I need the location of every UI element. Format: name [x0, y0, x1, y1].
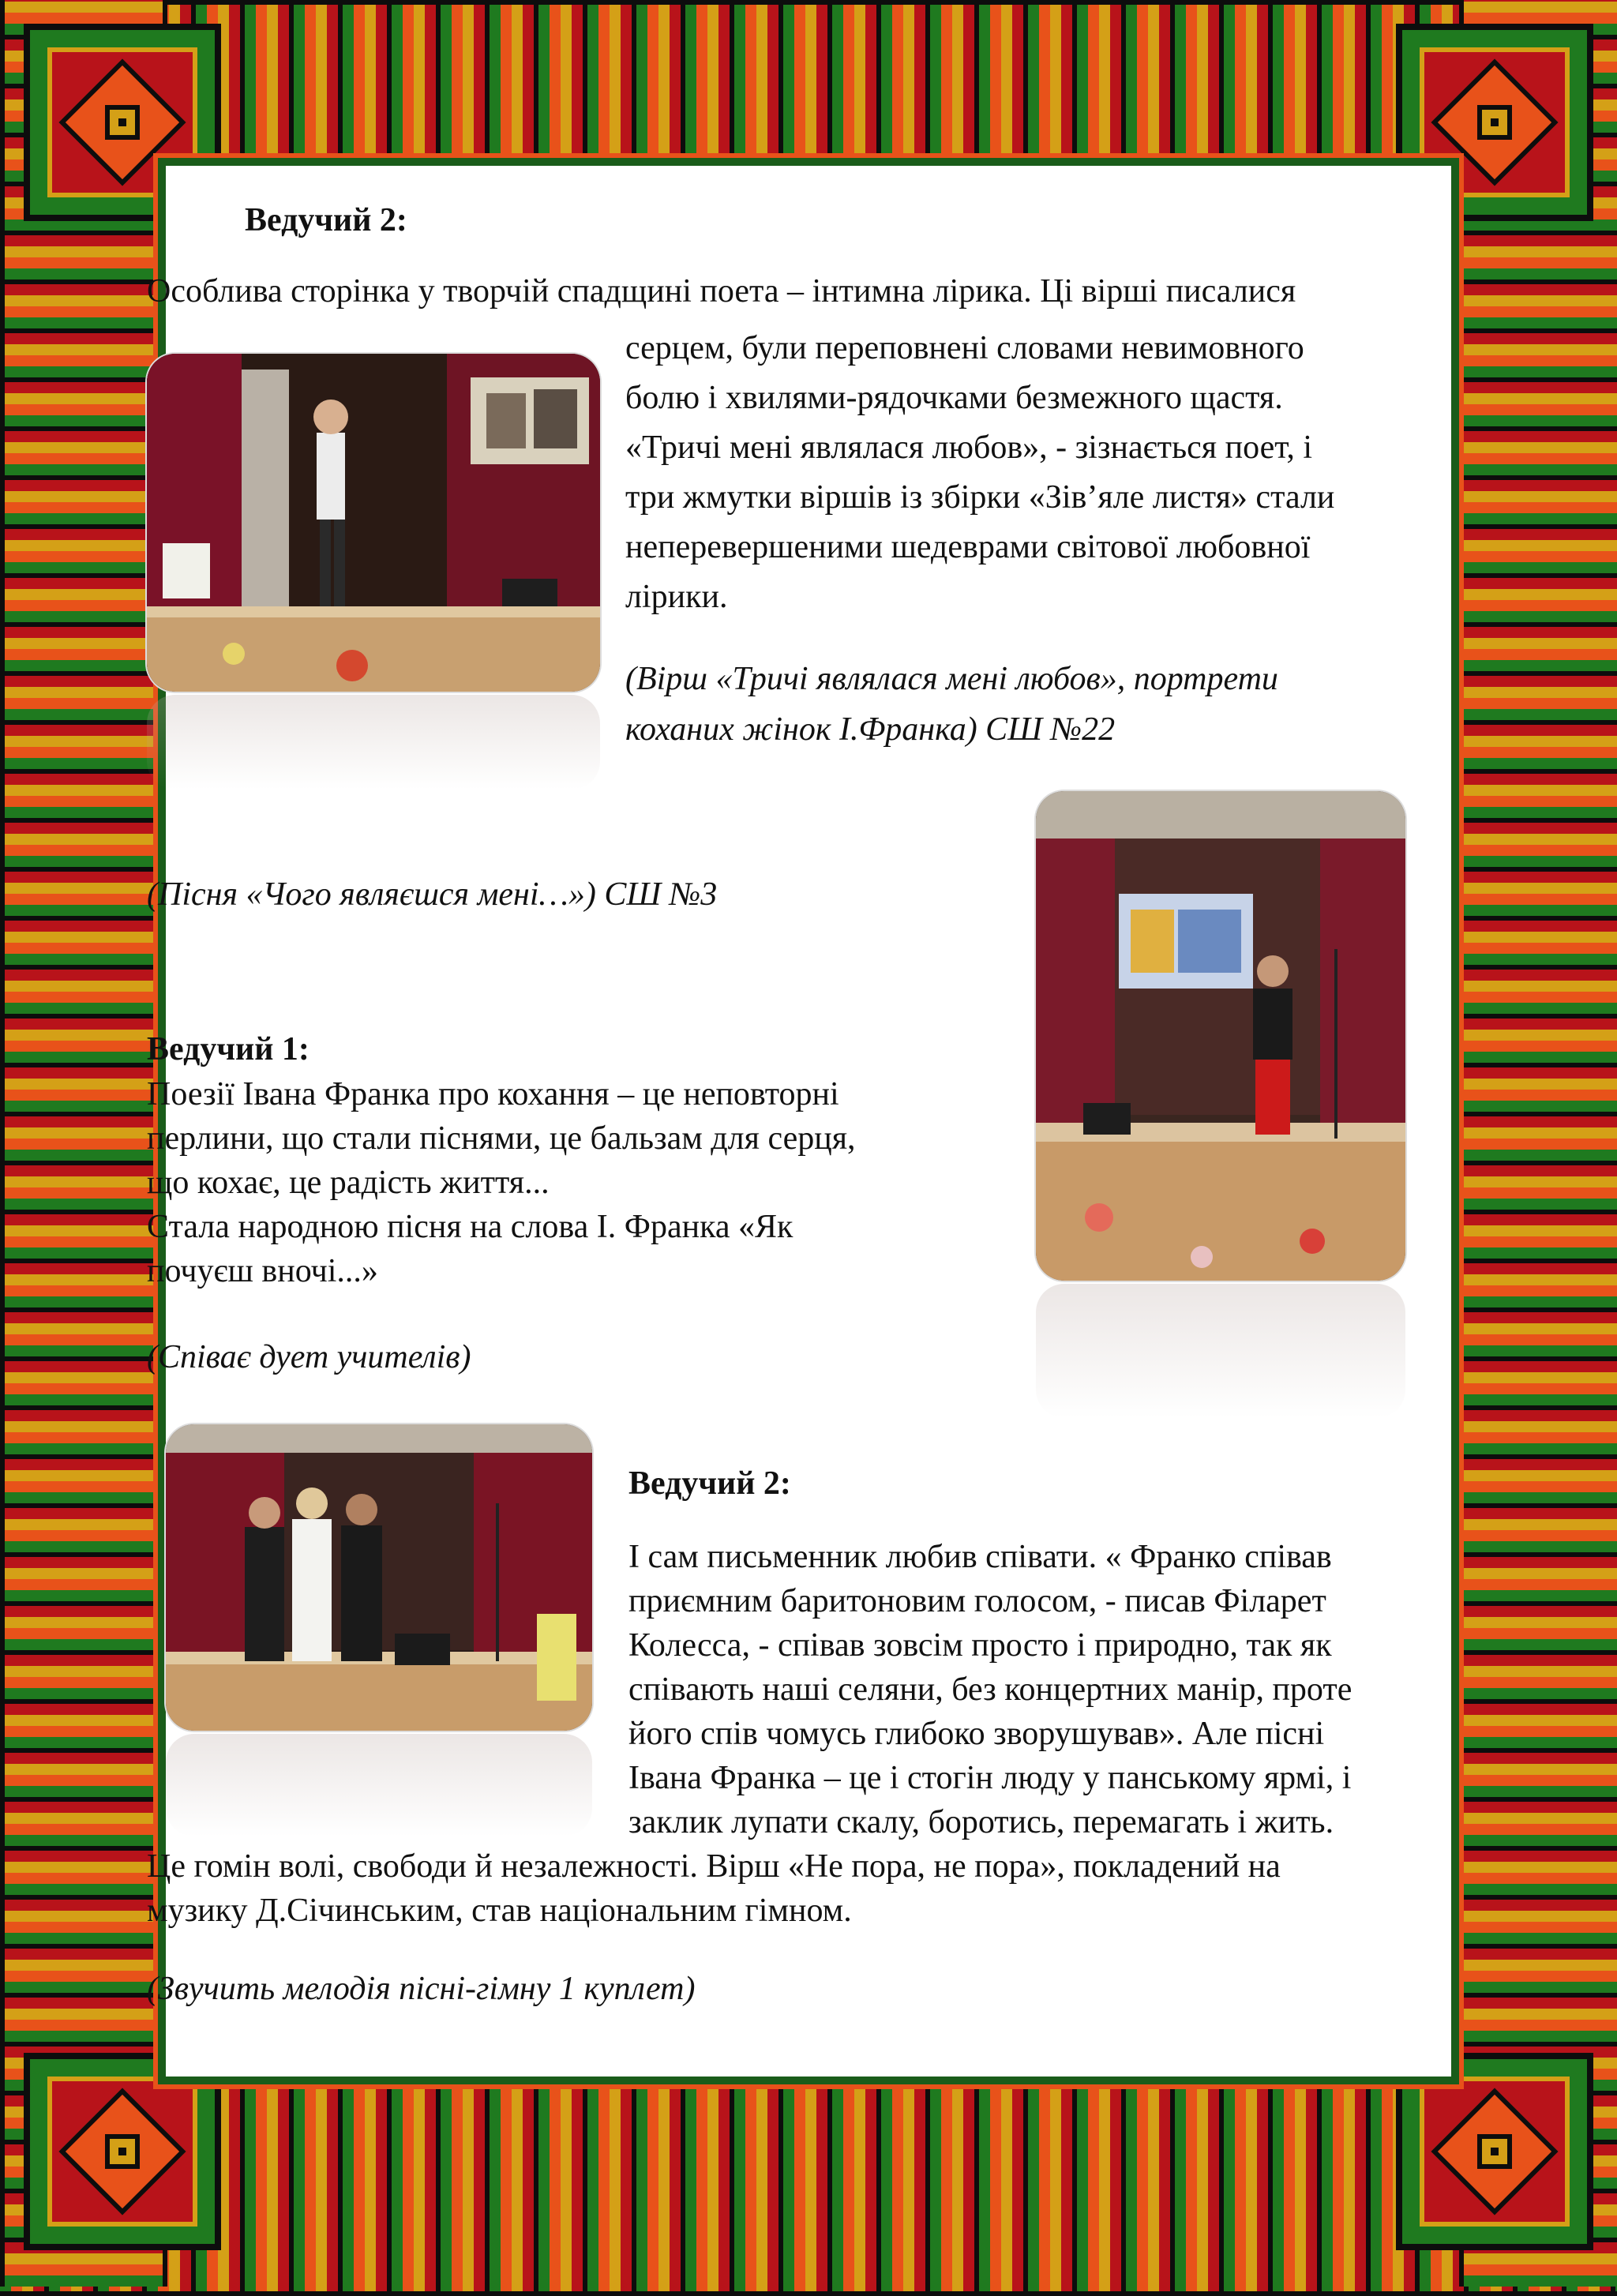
section4-line: приємним баритоновим голосом, - писав Філарет [628, 1583, 1326, 1619]
section4-line: Івана Франка – це і стогін люду у панському ярмі, і [628, 1760, 1352, 1796]
border-right [1459, 0, 1617, 2287]
section1-line: серцем, були переповнені словами невимовного [625, 330, 1304, 366]
section1-line: три жмутки віршів із збірки «Зів’яле листя» стали [625, 479, 1335, 516]
section1-note-line: коханих жінок І.Франка) СШ №22 [625, 711, 1116, 748]
photo-singer-stage [147, 354, 600, 692]
section3-heading: Ведучий 1: [147, 1031, 310, 1067]
section1-line: лірики. [625, 579, 728, 615]
photo-teacher-singing-reflection [1036, 1284, 1405, 1418]
section3-note: (Співає дует учителів) [147, 1339, 471, 1375]
section3-paragraph [147, 1072, 1023, 1293]
section1-line: «Тричі мені являлася любов», - зізнається поет, і [625, 430, 1313, 466]
photo-teacher-trio-image [166, 1424, 592, 1731]
section4-heading: Ведучий 2: [628, 1465, 791, 1502]
border-bottom [0, 2084, 1617, 2296]
section4-line: заклик лупати скалу, боротись, перемагать і жить. [628, 1804, 1334, 1840]
section1-note [625, 654, 1462, 755]
section4-note: (Звучить мелодія пісні-гімну 1 куплет) [147, 1971, 696, 2007]
border-left [0, 0, 167, 2287]
section1-note-line: (Вірш «Тричі являлася мені любов», портрети [625, 661, 1278, 697]
section4-full-line: музику Д.Січинським, став національним гімном. [147, 1893, 852, 1929]
photo-teacher-singing-image [1036, 791, 1405, 1281]
section1-line: болю і хвилями-рядочками безмежного щастя. [625, 380, 1283, 416]
section4-full-line: Це гомін волі, свободи й незалежності. Вірш «Не пора, не пора», покладений на [147, 1848, 1281, 1885]
border-top [0, 0, 1617, 167]
section3-line: почуєш вночі...» [147, 1253, 378, 1289]
section3-line: Поезії Івана Франка про кохання – це неповторні [147, 1076, 839, 1112]
section4-line: його спів чомусь глибоко зворушував». Але пісні [628, 1716, 1325, 1752]
section1-paragraph [625, 325, 1462, 621]
photo-singer-stage-reflection [147, 695, 600, 790]
section4-line: співають наші селяни, без концертних манір, проте [628, 1671, 1353, 1708]
photo-teacher-singing [1036, 791, 1405, 1281]
section1-heading: Ведучий 2: [245, 202, 407, 238]
section2-note: (Пісня «Чого являєшся мені…») СШ №3 [147, 876, 718, 913]
section3-line: Стала народною пісня на слова І. Франка «Як [147, 1209, 793, 1245]
section3-line: перлини, що стали піснями, це бальзам для серця, [147, 1120, 856, 1157]
section3-line: що кохає, це радість життя... [147, 1165, 550, 1201]
photo-teacher-trio-reflection [166, 1734, 592, 1836]
section4-line: І сам письменник любив співати. « Франко співав [628, 1539, 1332, 1575]
section4-paragraph [628, 1535, 1465, 1844]
section1-line: неперевершеними шедеврами світової любовної [625, 529, 1311, 565]
section1-intro-line: Особлива сторінка у творчій спадщині поета – інтимна лірика. Ці вірші писалися [147, 273, 1296, 310]
photo-teacher-trio [166, 1424, 592, 1731]
section4-line: Колесса, - співав зовсім просто і природно, так як [628, 1627, 1332, 1664]
photo-singer-stage-image [147, 354, 600, 692]
section4-continuation [147, 1844, 1489, 1933]
